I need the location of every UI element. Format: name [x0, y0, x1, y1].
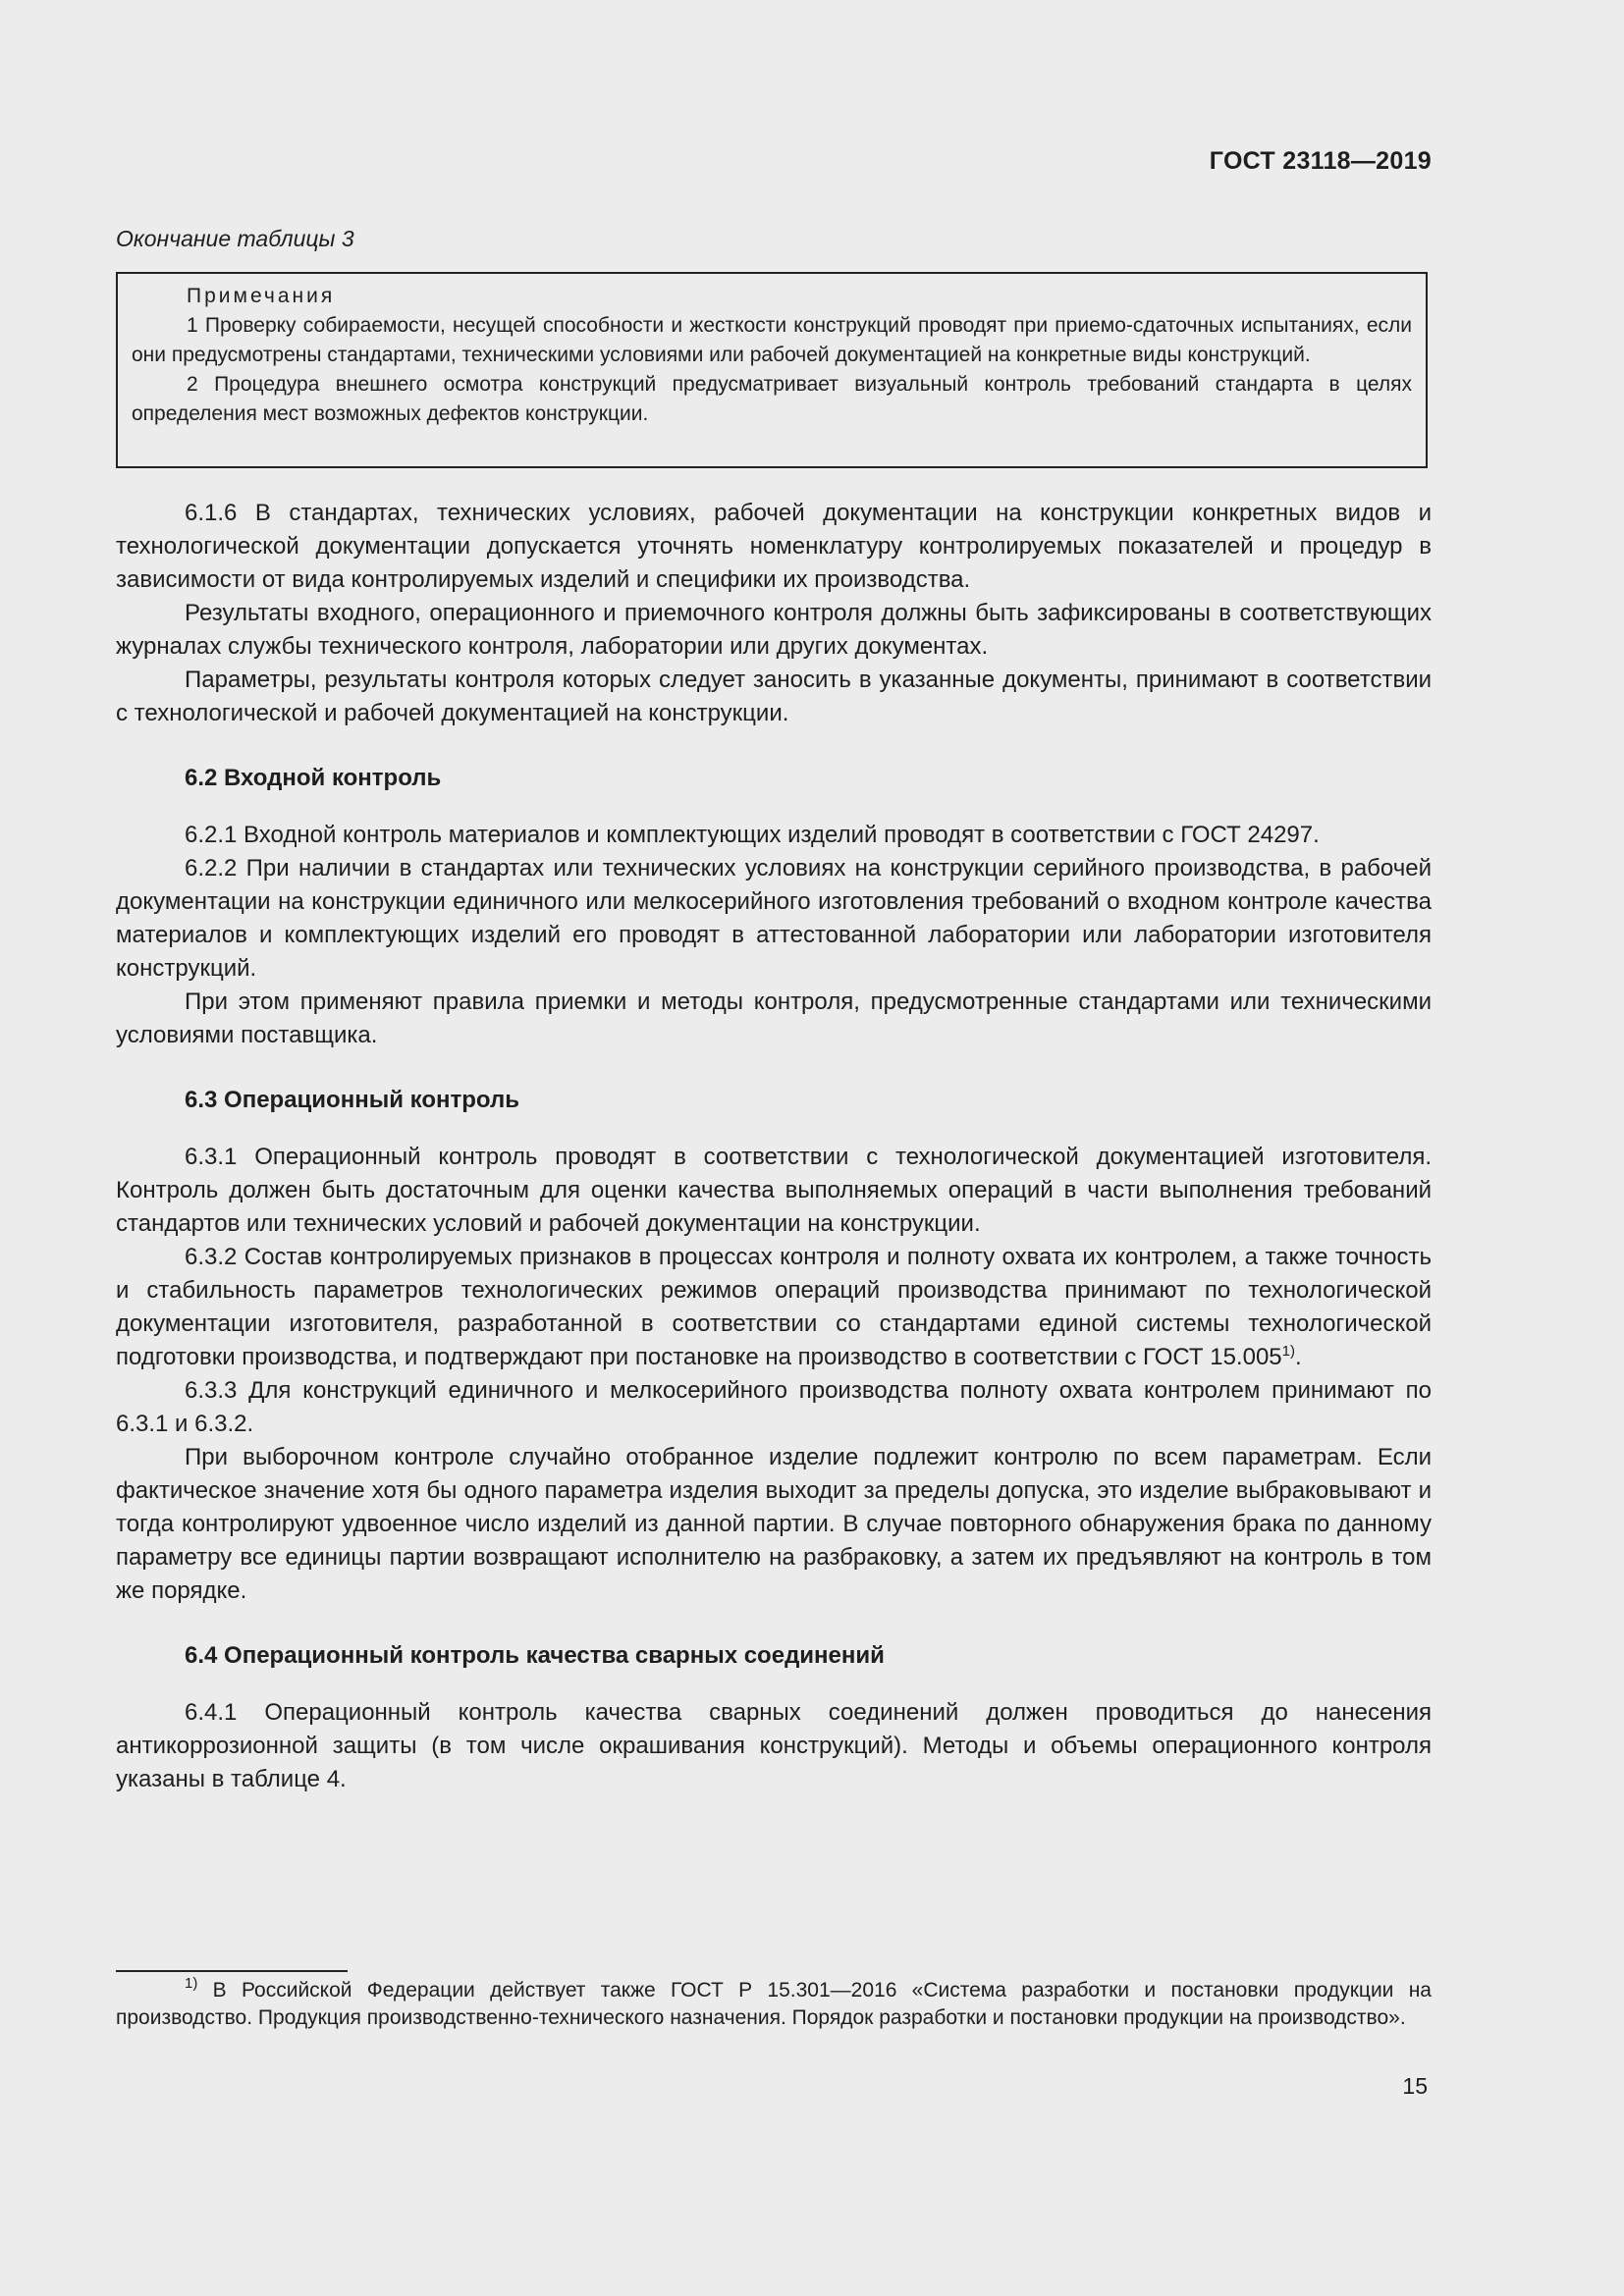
table-continuation-caption: Окончание таблицы 3 — [116, 226, 354, 251]
paragraph-6-1-6: 6.1.6 В стандартах, технических условиях, рабочей документации на конструкции конкретных видов и технологической документации допускается уточнять номенклатуру контролируемых показателей и процедур в зависимости от вида контролируемых изделий и специфики их производства. — [116, 500, 1432, 593]
paragraph: При этом применяют правила приемки и методы контроля, предусмотренные стандартами или техническими условиями поставщика. — [116, 988, 1432, 1048]
paragraph: При выборочном контроле случайно отобранное изделие подлежит контролю по всем параметрам. Если фактическое значение хотя бы одного параметра изделия выходит за пределы допуска, это изделие выбраковывают и тогда контролируют удвоенное число изделий из данной партии. В случае повторного обнаружения брака по данному параметру все единицы партии возвращают исполнителю на разбраковку, а затем их предъявляют на контроль в том же порядке. — [116, 1444, 1432, 1604]
paragraph-6-2-1: 6.2.1 Входной контроль материалов и комплектующих изделий проводят в соответствии с ГОСТ 24297. — [185, 822, 1320, 848]
footnote-text: В Российской Федерации действует также ГОСТ Р 15.301—2016 «Система разработки и постановки продукции на производство. Продукция производственно-технического назначения. Порядок разработки и постановки продукции на производство». — [116, 1979, 1432, 2029]
paragraph-6-3-1: 6.3.1 Операционный контроль проводят в соответствии с технологической документацией изготовителя. Контроль должен быть достаточным для оценки качества выполняемых операций в части выполнения требований стандартов или технических условий и рабочей документации на конструкции. — [116, 1144, 1432, 1237]
paragraph: Результаты входного, операционного и приемочного контроля должны быть зафиксированы в соответствующих журналах службы технического контроля, лаборатории или других документах. — [116, 600, 1432, 660]
page-number: 15 — [1402, 2073, 1428, 2099]
footnote-reference[interactable]: 1) — [1281, 1343, 1295, 1360]
section-heading-6-3: 6.3 Операционный контроль — [185, 1087, 519, 1113]
paragraph-end: . — [1294, 1344, 1302, 1370]
document-body — [116, 497, 1432, 1796]
section-heading-6-2: 6.2 Входной контроль — [185, 765, 442, 791]
note-item: 1 Проверку собираемости, несущей способности и жесткости конструкций проводят при приемо-сдаточных испытаниях, если они предусмотрены стандартами, техническими условиями или рабочей документацией на конкретные виды конструкций. — [132, 314, 1412, 366]
footnote — [116, 1977, 1432, 2032]
notes-title: Примечания — [187, 285, 336, 307]
paragraph-6-2-2: 6.2.2 При наличии в стандартах или технических условиях на конструкции серийного производства, в рабочей документации на конструкции единичного или мелкосерийного изготовления требований о входном контроле качества материалов и комплектующих изделий его проводят в аттестованной лаборатории или лаборатории изготовителя конструкций. — [116, 855, 1432, 982]
paragraph-text: 6.3.2 Состав контролируемых признаков в процессах контроля и полноту охвата их контролем, а также точность и стабильность параметров технологических режимов операций производства принимают по технологической документации изготовителя, разработанной в соответствии со стандартами единой системы технологической подготовки производства, и подтверждают при постановке на производство в соответствии с ГОСТ 15.005 — [116, 1244, 1432, 1370]
notes-box — [116, 272, 1428, 468]
paragraph-6-3-3: 6.3.3 Для конструкций единичного и мелкосерийного производства полноту охвата контролем принимают по 6.3.1 и 6.3.2. — [116, 1377, 1432, 1437]
paragraph: Параметры, результаты контроля которых следует заносить в указанные документы, принимают в соответствии с технологической и рабочей документацией на конструкции. — [116, 667, 1432, 726]
footnote-marker: 1) — [185, 1975, 198, 1992]
footnote-divider — [116, 1970, 348, 1972]
paragraph-6-4-1: 6.4.1 Операционный контроль качества сварных соединений должен проводиться до нанесения антикоррозионной защиты (в том числе окрашивания конструкций). Методы и объемы операционного контроля указаны в таблице 4. — [116, 1699, 1432, 1792]
section-heading-6-4: 6.4 Операционный контроль качества сварных соединений — [185, 1642, 885, 1669]
paragraph-6-3-2 — [116, 1241, 1432, 1374]
note-item: 2 Процедура внешнего осмотра конструкций предусматривает визуальный контроль требований стандарта в целях определения мест возможных дефектов конструкции. — [132, 373, 1412, 425]
document-header: ГОСТ 23118—2019 — [1209, 147, 1432, 175]
